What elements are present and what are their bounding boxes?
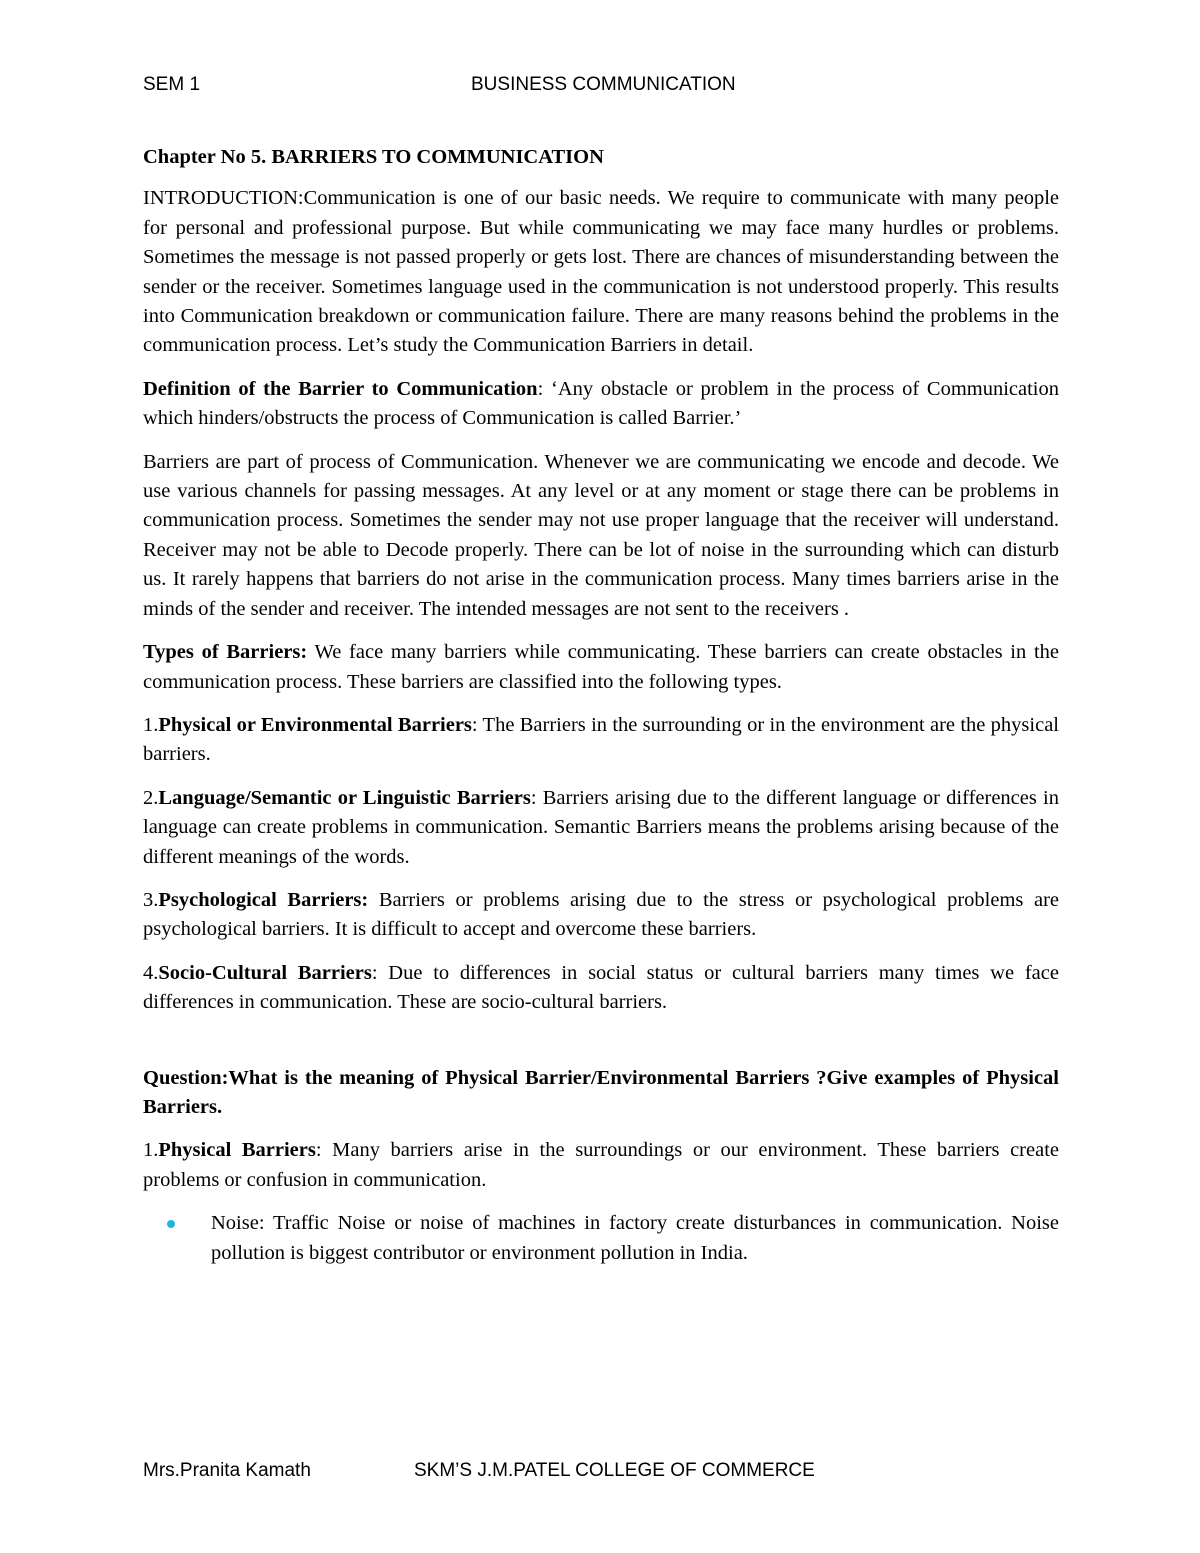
type-item-term: Language/Semantic or Linguistic Barriers [158, 786, 531, 809]
header-subject: BUSINESS COMMUNICATION [471, 74, 736, 95]
footer-author: Mrs.Pranita Kamath [143, 1460, 311, 1481]
types-text: We face many barriers while communicating. These barriers can create obstacles in the communication process. These barriers are classified into the following types. [143, 641, 1060, 693]
physical-term: Physical Barriers [158, 1139, 316, 1162]
list-item: Noise: Traffic Noise or noise of machines in factory create disturbances in communication. Noise pollution is biggest contributor or environment pollution in India. [211, 1209, 1059, 1268]
bullet-dot-icon [167, 1220, 175, 1228]
type-item-term: Physical or Environmental Barriers [158, 713, 472, 736]
type-item: 1.Physical or Environmental Barriers: The Barriers in the surrounding or in the environment are the physical barriers. [143, 713, 1059, 766]
barriers-paragraph: Barriers are part of process of Communication. Whenever we are communicating we encode and decode. We use various channels for passing messages. At any level or at any moment or stage there can be problems in communication process. Sometimes the sender may not use proper language that the receiver will understand. Receiver may not be able to Decode properly. There can be lot of noise in the surrounding which can disturb us. It rarely happens that barriers do not arise in the communication process. Many times barriers arise in the minds of the sender and receiver. The intended messages are not sent to the receivers . [143, 450, 1059, 620]
type-item-text: : Due to differences in social status or cultural barriers many times we face differences in communication. These are socio-cultural barriers. [143, 961, 1059, 1014]
type-item-text: Barriers or problems arising due to the stress or psychological problems are psychological barriers. It is difficult to accept and overcome these barriers. [143, 888, 1059, 941]
type-item-text: : Barriers arising due to the different language or differences in language can create problems in communication. Semantic Barriers means the problems arising because of the different meanings of the words. [143, 786, 1060, 868]
type-item-text: : The Barriers in the surrounding or in the environment are the physical barriers. [143, 713, 1059, 766]
definition-term: Definition of the Barrier to Communication [143, 377, 538, 400]
intro-paragraph: INTRODUCTION:Communication is one of our basic needs. We require to communicate with many people for personal and professional purpose. But while communicating we may face many hurdles or problems. Sometimes the message is not passed properly or gets lost. There are chances of misunderstanding between the sender or the receiver. Sometimes language used in the communication is not understood properly. This results into Communication breakdown or communication failure. There are many reasons behind the problems in the communication process. Let’s study the Communication Barriers in detail. [143, 187, 1059, 357]
type-item-term: Psychological Barriers: [158, 888, 369, 911]
header-semester: SEM 1 [143, 74, 201, 95]
bullet-list [143, 1209, 1059, 1268]
physical-paragraph: 1.Physical Barriers: Many barriers arise in the surroundings or our environment. These barriers create problems or confusion in communication. [143, 1139, 1059, 1191]
types-term: Types of Barriers: [143, 641, 308, 664]
type-item: 4.Socio-Cultural Barriers: Due to differences in social status or cultural barriers many times we face differences in communication. These are socio-cultural barriers. [143, 961, 1059, 1014]
document-body [143, 143, 1059, 1268]
physical-text: : Many barriers arise in the surroundings or our environment. These barriers create problems or confusion in communication. [143, 1139, 1059, 1191]
definition-text: : ‘Any obstacle or problem in the process of Communication which hinders/obstructs the process of Communication is called Barrier.’ [143, 377, 1059, 430]
footer-college: SKM’S J.M.PATEL COLLEGE OF COMMERCE [414, 1460, 815, 1481]
type-item: 3.Psychological Barriers: Barriers or problems arising due to the stress or psychological problems are psychological barriers. It is difficult to accept and overcome these barriers. [143, 888, 1059, 941]
definition-paragraph [143, 375, 1059, 434]
types-paragraph [143, 638, 1059, 697]
type-item-term: Socio-Cultural Barriers [158, 961, 372, 984]
question-heading: Question:What is the meaning of Physical Barrier/Environmental Barriers ?Give examples of Physical Barriers. [143, 1066, 1059, 1118]
chapter-title: Chapter No 5. BARRIERS TO COMMUNICATION [143, 146, 604, 168]
type-item: 2.Language/Semantic or Linguistic Barriers: Barriers arising due to the different language or differences in language can create problems in communication. Semantic Barriers means the problems arising because of the different meanings of the words. [143, 786, 1060, 868]
